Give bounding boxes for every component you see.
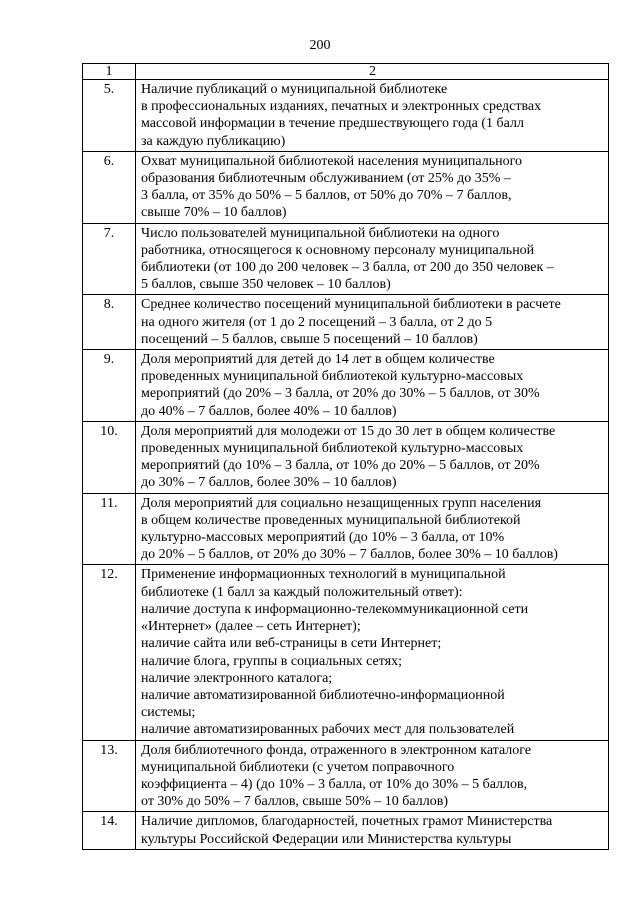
criteria-table: [82, 63, 609, 850]
criterion-cell: [136, 151, 609, 223]
criterion-text-line: проведенных муниципальной библиотекой культурно-массовых: [141, 441, 524, 457]
criterion-cell: [136, 350, 609, 422]
criterion-cell: [136, 812, 609, 849]
table-row: [83, 151, 609, 223]
criterion-cell: [136, 223, 609, 295]
column-header-number: 1: [83, 64, 136, 80]
criterion-text-line: Охват муниципальной библиотекой населения муниципального: [141, 153, 522, 169]
table-row: [83, 565, 609, 740]
table-row: [83, 80, 609, 152]
criterion-text-line: в общем количестве проведенных муниципальной библиотекой: [141, 512, 521, 528]
row-number: 14.: [83, 812, 136, 849]
table-row: [83, 812, 609, 849]
row-number: 6.: [83, 151, 136, 223]
column-header-criterion: 2: [136, 64, 609, 80]
criterion-text-line: за каждую публикацию): [141, 133, 286, 149]
criterion-text-line: библиотеки (от 100 до 200 человек – 3 балла, от 200 до 350 человек –: [141, 260, 554, 276]
criterion-text-line: наличие доступа к информационно-телекоммуникационной сети: [141, 601, 529, 617]
table-row: [83, 223, 609, 295]
criterion-text-line: массовой информации в течение предшествующего года (1 балл: [141, 116, 524, 132]
criterion-text-line: наличие автоматизированной библиотечно-информационной: [141, 687, 505, 703]
table-row: [83, 295, 609, 350]
criterion-text-line: работника, относящегося к основному персоналу муниципальной: [141, 242, 535, 258]
criterion-cell: [136, 740, 609, 812]
criterion-text-line: на одного жителя (от 1 до 2 посещений – 3 балла, от 2 до 5: [141, 314, 493, 330]
criterion-cell: [136, 80, 609, 152]
criterion-text-line: Доля мероприятий для молодежи от 15 до 30 лет в общем количестве: [141, 423, 556, 439]
table-row: [83, 421, 609, 493]
criterion-text-line: мероприятий (до 20% – 3 балла, от 20% до 30% – 5 баллов, от 30%: [141, 386, 540, 402]
criterion-text-line: 5 баллов, свыше 350 человек – 10 баллов): [141, 277, 391, 293]
criterion-text-line: Применение информационных технологий в муниципальной: [141, 567, 506, 583]
criterion-text-line: культурно-массовых мероприятий (до 10% – 3 балла, от 10%: [141, 530, 505, 546]
row-number: 9.: [83, 350, 136, 422]
criterion-text-line: наличие сайта или веб-страницы в сети Интернет;: [141, 636, 442, 652]
row-number: 11.: [83, 493, 136, 565]
row-number: 12.: [83, 565, 136, 740]
criterion-text-line: системы;: [141, 705, 196, 721]
criterion-text-line: свыше 70% – 10 баллов): [141, 205, 287, 221]
criterion-text-line: от 30% до 50% – 7 баллов, свыше 50% – 10 баллов): [141, 794, 449, 810]
table-row: [83, 350, 609, 422]
criterion-text-line: в профессиональных изданиях, печатных и электронных средствах: [141, 99, 542, 115]
criterion-text-line: коэффициента – 4) (до 10% – 3 балла, от 10% до 30% – 5 баллов,: [141, 776, 528, 792]
criterion-text-line: Среднее количество посещений муниципальной библиотеки в расчете: [141, 297, 561, 313]
criterion-text-line: Доля мероприятий для детей до 14 лет в общем количестве: [141, 352, 495, 368]
row-number: 8.: [83, 295, 136, 350]
criterion-text-line: посещений – 5 баллов, свыше 5 посещений – 10 баллов): [141, 331, 478, 347]
criterion-text-line: «Интернет» (далее – сеть Интернет);: [141, 619, 361, 635]
table-row: [83, 740, 609, 812]
criterion-text-line: Число пользователей муниципальной библиотеки на одного: [141, 225, 500, 241]
criterion-text-line: Наличие публикаций о муниципальной библиотеке: [141, 82, 448, 97]
row-number: 10.: [83, 421, 136, 493]
criterion-text-line: мероприятий (до 10% – 3 балла, от 10% до 20% – 5 баллов, от 20%: [141, 458, 540, 474]
page-number: 200: [309, 38, 331, 53]
criterion-text-line: Доля библиотечного фонда, отраженного в электронном каталоге: [141, 742, 532, 758]
criterion-text-line: Наличие дипломов, благодарностей, почетных грамот Министерства: [141, 814, 553, 830]
criterion-text-line: до 40% – 7 баллов, более 40% – 10 баллов): [141, 403, 397, 419]
criterion-text-line: культуры Российской Федерации или Министерства культуры: [141, 831, 512, 847]
table-header-row: [83, 64, 609, 80]
row-number: 13.: [83, 740, 136, 812]
criterion-cell: [136, 295, 609, 350]
criterion-text-line: библиотеке (1 балл за каждый положительный ответ):: [141, 584, 463, 600]
table-row: [83, 493, 609, 565]
criterion-text-line: наличие автоматизированных рабочих мест для пользователей: [141, 722, 515, 738]
row-number: 5.: [83, 80, 136, 152]
row-number: 7.: [83, 223, 136, 295]
criterion-text-line: до 20% – 5 баллов, от 20% до 30% – 7 баллов, более 30% – 10 баллов): [141, 547, 558, 563]
criterion-text-line: муниципальной библиотеки (с учетом поправочного: [141, 759, 455, 775]
criterion-text-line: наличие электронного каталога;: [141, 670, 333, 686]
criterion-text-line: Доля мероприятий для социально незащищенных групп населения: [141, 495, 542, 511]
criterion-text-line: до 30% – 7 баллов, более 30% – 10 баллов): [141, 475, 397, 491]
criterion-cell: [136, 493, 609, 565]
criterion-cell: [136, 565, 609, 740]
criterion-cell: [136, 421, 609, 493]
criterion-text-line: наличие блога, группы в социальных сетях;: [141, 653, 402, 669]
criterion-text-line: проведенных муниципальной библиотекой культурно-массовых: [141, 369, 524, 385]
criterion-text-line: образования библиотечным обслуживанием (от 25% до 35% –: [141, 171, 511, 187]
criterion-text-line: 3 балла, от 35% до 50% – 5 баллов, от 50% до 70% – 7 баллов,: [141, 188, 512, 204]
